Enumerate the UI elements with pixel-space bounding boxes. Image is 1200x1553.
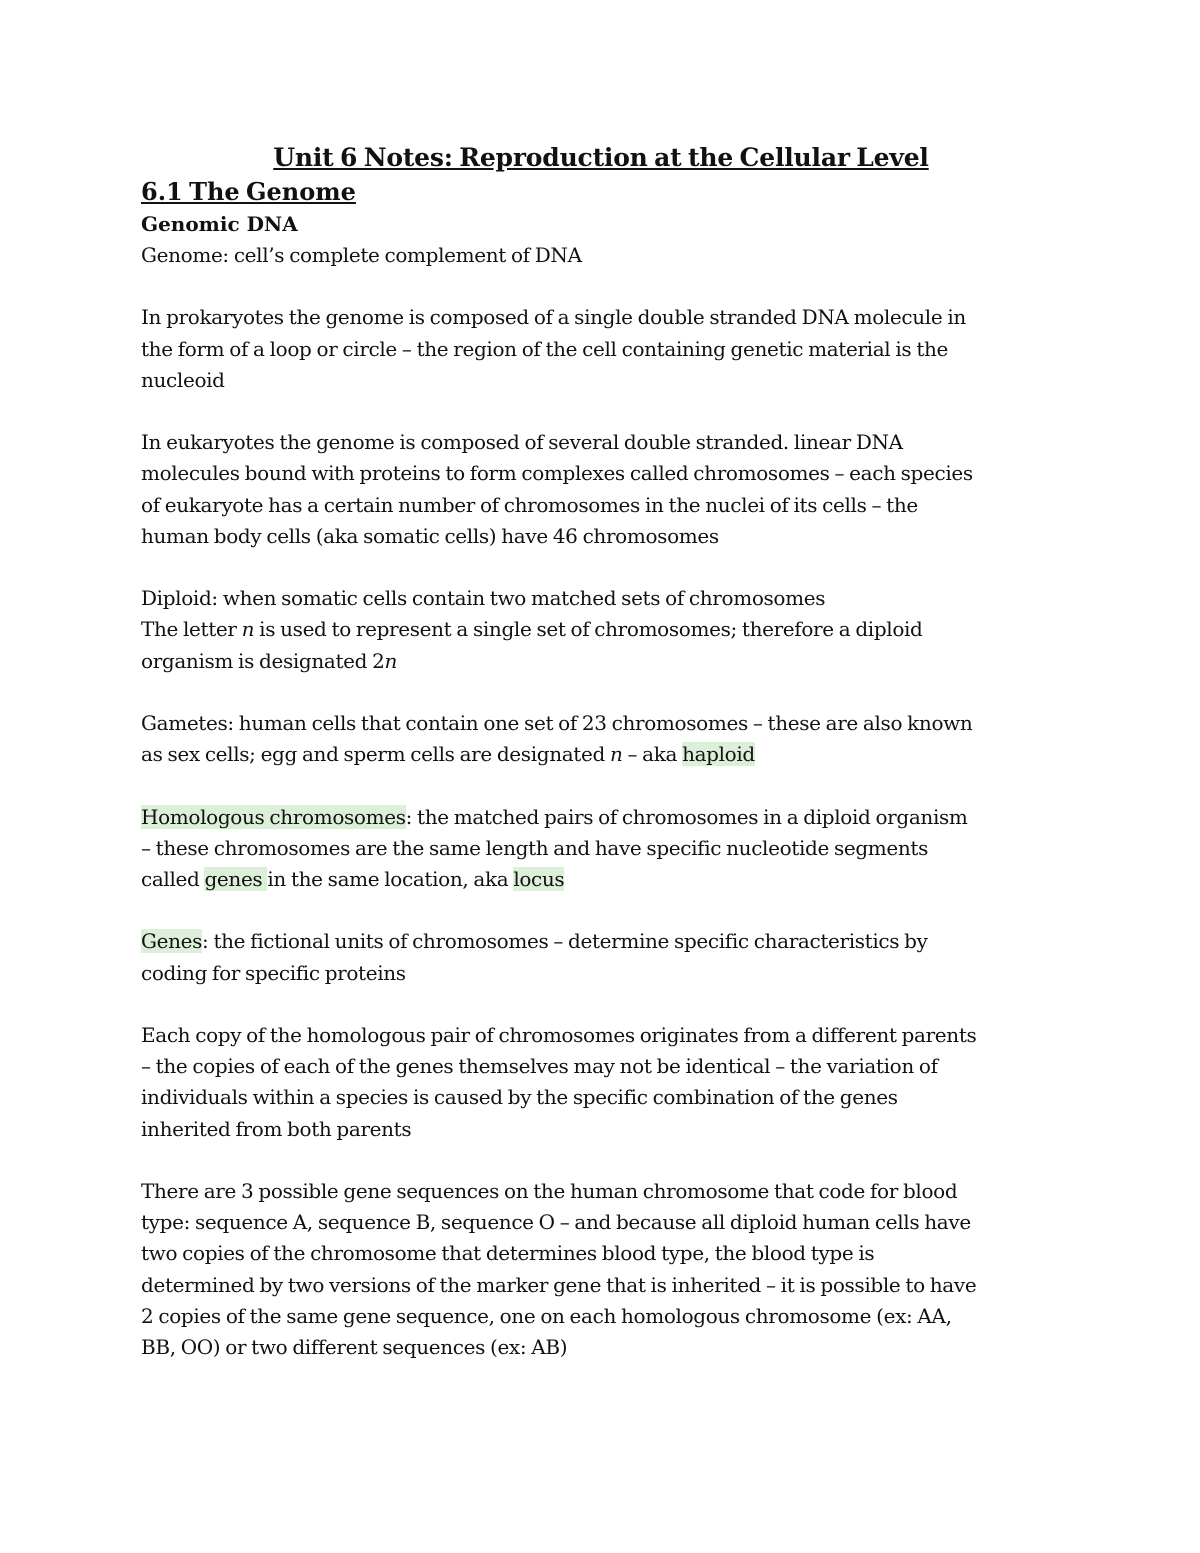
text-fragment: in the same location, aka [267, 866, 514, 891]
text-line: coding for specific proteins [141, 960, 406, 985]
text-fragment: The letter [141, 617, 242, 642]
text-line: molecules bound with proteins to form complexes called chromosomes – each species [141, 461, 973, 486]
italic-variable: n [241, 617, 255, 642]
text-fragment: organism is designated 2 [141, 648, 385, 673]
italic-variable: n [609, 742, 623, 767]
highlighted-term-haploid: haploid [682, 742, 755, 767]
text-line: Diploid: when somatic cells contain two matched sets of chromosomes [141, 586, 826, 611]
text-line: There are 3 possible gene sequences on the human chromosome that code for blood [141, 1178, 958, 1203]
text-line: inherited from both parents [141, 1116, 412, 1141]
highlighted-term-genes-definition: Genes [141, 929, 203, 954]
document-title: Unit 6 Notes: Reproduction at the Cellular Level [273, 143, 929, 172]
document-page [141, 140, 1061, 1394]
text-line [141, 802, 1061, 833]
text-line [141, 926, 1061, 957]
text-fragment: : the fictional units of chromosomes – determine specific characteristics by [202, 929, 928, 954]
section-heading: 6.1 The Genome [141, 177, 356, 206]
paragraph-gametes [141, 708, 1061, 770]
text-line [141, 864, 1061, 895]
text-line: In eukaryotes the genome is composed of several double stranded. linear DNA [141, 430, 903, 455]
text-line: two copies of the chromosome that determines blood type, the blood type is [141, 1241, 875, 1266]
highlighted-term-locus: locus [513, 866, 565, 891]
text-line: 2 copies of the same gene sequence, one on each homologous chromosome (ex: AA, [141, 1303, 952, 1328]
text-fragment: : the matched pairs of chromosomes in a diploid organism [405, 804, 968, 829]
paragraph-genome-definition [141, 240, 1061, 271]
paragraph-homologous [141, 802, 1061, 896]
text-line [141, 739, 1061, 770]
text-line: Genome: cell’s complete complement of DNA [141, 243, 582, 267]
highlighted-term-genes: genes [204, 866, 268, 891]
text-fragment: – aka [622, 742, 683, 767]
paragraph-homologous-pair-variation [141, 1020, 1061, 1145]
text-fragment: is used to represent a single set of chromosomes; therefore a diploid [254, 617, 923, 642]
text-fragment: as sex cells; egg and sperm cells are designated [141, 742, 610, 767]
text-line: determined by two versions of the marker gene that is inherited – it is possible to have [141, 1272, 977, 1297]
paragraph-genes [141, 926, 1061, 988]
paragraph-diploid [141, 583, 1061, 677]
text-line: type: sequence A, sequence B, sequence O – and because all diploid human cells have [141, 1210, 971, 1235]
text-line: Each copy of the homologous pair of chromosomes originates from a different parents [141, 1022, 977, 1047]
italic-variable: n [384, 648, 398, 673]
text-line: the form of a loop or circle – the region of the cell containing genetic material is the [141, 336, 949, 361]
sub-heading: Genomic DNA [141, 212, 298, 236]
text-line: In prokaryotes the genome is composed of a single double stranded DNA molecule in [141, 305, 966, 330]
text-line: of eukaryote has a certain number of chromosomes in the nuclei of its cells – the [141, 492, 918, 517]
text-line: nucleoid [141, 367, 225, 392]
highlighted-term-homologous-chromosomes: Homologous chromosomes [141, 804, 406, 829]
paragraph-eukaryotes [141, 427, 1061, 552]
text-line: – the copies of each of the genes themselves may not be identical – the variation of [141, 1054, 938, 1079]
text-line: BB, OO) or two different sequences (ex: AB) [141, 1334, 568, 1359]
text-line: Gametes: human cells that contain one set of 23 chromosomes – these are also known [141, 710, 973, 735]
text-line: – these chromosomes are the same length and have specific nucleotide segments [141, 835, 929, 860]
text-line [141, 646, 1061, 677]
paragraph-prokaryotes [141, 302, 1061, 396]
text-line: human body cells (aka somatic cells) have 46 chromosomes [141, 523, 719, 548]
text-line: individuals within a species is caused by the specific combination of the genes [141, 1085, 898, 1110]
paragraph-blood-type [141, 1176, 1061, 1363]
text-fragment: called [141, 866, 205, 891]
text-line [141, 614, 1061, 645]
